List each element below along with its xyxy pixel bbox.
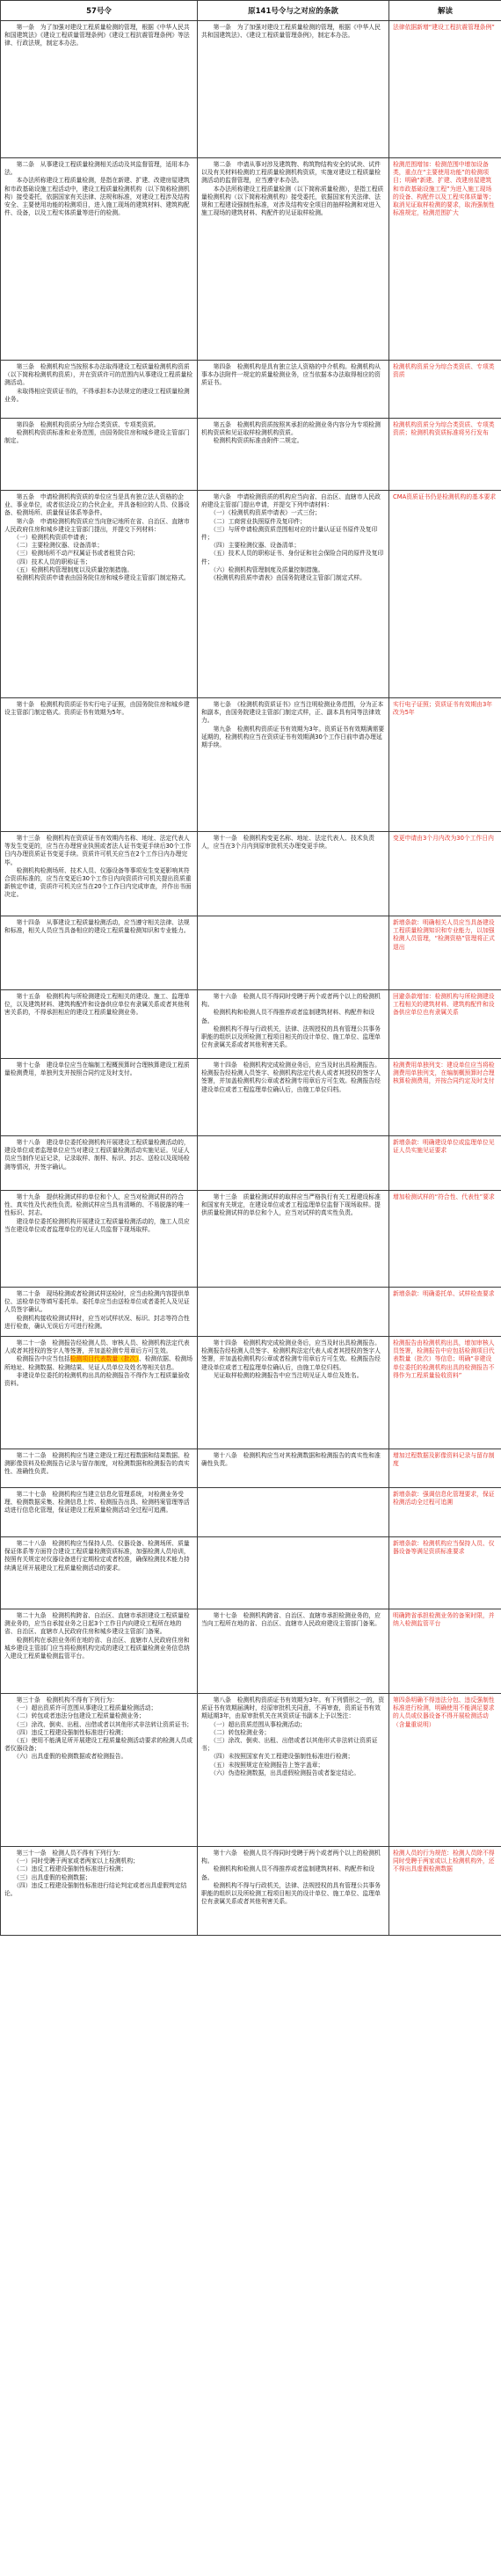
new-regulation-cell-text: 第三十一条 检测人员不得有下列行为： （一）同时受聘于两家或者两家以上检测机构； （二）违反工程建设强制性标准进行检测； （三）出具虚假的检测数据； （四）违反工程建设强制性标准进行结论判定或者出具虚假判定结论。 <box>4 1850 187 1898</box>
table-row <box>1 158 501 361</box>
old-regulation-cell-text: 第十七条 检测机构跨省、自治区、直辖市承担检测业务的，应当向工程所在地的省、自治区、直辖市人民政府建设主管部门备案。 <box>201 1612 381 1628</box>
table-row <box>1 1537 501 1609</box>
interpretation-cell <box>389 1059 501 1136</box>
table-row <box>1 21 501 158</box>
old-regulation-cell <box>198 1191 389 1288</box>
old-regulation-cell <box>198 1337 389 1449</box>
new-regulation-cell-text: 第二十一条 检测报告经检测人员、审核人员、检测机构法定代表人或者其授权的签字人等签署，并加盖检测专用章后方可生效。 检测报告中应当包括检测项目代表数量（批次）、检测依据、检测场所地址、检测数据、检测结果、见证人员单位及姓名等相关信息。 非建设单位委托的检测机构出具的检测报告不得作为工程质量验收资料。 <box>4 1339 193 1388</box>
interpretation-cell <box>389 158 501 361</box>
new-regulation-cell <box>1 21 198 158</box>
interpretation-cell-text: 法律依据新增“建设工程抗震管理条例” <box>393 24 495 31</box>
old-regulation-cell <box>198 1449 389 1488</box>
interpretation-cell-text: 增加过程数据及影像资料记录与留存制度 <box>393 1452 495 1468</box>
old-regulation-cell <box>198 1537 389 1609</box>
old-regulation-cell <box>198 21 389 158</box>
old-regulation-cell-text: 第十八条 检测机构应当对其检测数据和检测报告的真实性和准确性负责。 <box>201 1452 381 1468</box>
new-regulation-cell <box>1 491 198 698</box>
old-regulation-cell <box>198 1288 389 1337</box>
new-regulation-cell-text: 第十九条 提供检测试样的单位和个人，应当对检测试样的符合性、真实性及代表性负责。检测试样应当具有清晰的、不易脱落的唯一性标识、封志。 建设单位委托检测机构开展建设工程质量检测活动的，施工人员应当在建设单位或者监理单位的见证人员监督下现场取样。 <box>4 1193 190 1233</box>
old-regulation-cell <box>198 491 389 698</box>
old-regulation-cell-text: 第八条 检测机构资质证书有效期为3年。有下列情形之一的，资质证书有效期届满时，经原审批机关同意，不再审查，资质证书有效期延期3年，由原审批机关在其资质证书副本上予以签注： （一）超出资质范围从事检测活动； （二）转包检测业务； （三）涂改、倒卖、出租、出借或者以其他形式非法转让资质证书； （四）未按照国家有关工程建设强制性标准进行检测； （五）未按照规定在检测报告上签字盖章； （六）伪造检测数据，出具虚假检测报告或者鉴定结论。 <box>201 1697 385 1777</box>
table-row <box>1 1694 501 1847</box>
new-regulation-cell-text: 第二十七条 检测机构应当建立信息化管理系统，对检测业务受理、检测数据采集、检测信息上传、检测报告出具、检测档案管理等活动进行信息化管理，保证建设工程质量检测活动全过程可追溯。 <box>4 1491 190 1514</box>
interpretation-cell <box>389 990 501 1059</box>
interpretation-cell-text: 检测报告由检测机构出具，增加审核人员签署，检测报告中应包括检测项目代表数量（批次）等信息；明确“非建设单位委托的检测机构出具的检测报告不得作为工程质量验收资料” <box>393 1339 495 1379</box>
old-regulation-cell-text: 第四条 检测机构是具有独立法人资格的中介机构。检测机构从事本办法附件一规定的质量检测业务，应当依据本办法取得相应的资质证书。 <box>201 363 381 387</box>
header-interpretation: 解读 <box>389 1 501 21</box>
new-regulation-cell <box>1 158 198 361</box>
old-regulation-cell-text: 第十六条 检测人员不得同时受聘于两个或者两个以上的检测机构。 检测机构和检测人员不得推荐或者监制建筑材料、构配件和设备。 检测机构不得与行政机关，法律、法规授权的具有管理公共事务职能的组织以及所检测工程项目相关的设计单位、施工单位、监理单位有隶属关系或者其他利害关系。 <box>201 1850 381 1906</box>
interpretation-cell-text: 增加检测试样的“符合性、代表性”要求 <box>393 1193 495 1200</box>
interpretation-cell-text: 检测机构资质分为综合类资质、专项类资质；检测机构资质标准将另行发布 <box>393 421 495 437</box>
table-row <box>1 698 501 832</box>
table-row <box>1 1609 501 1694</box>
table-row <box>1 1059 501 1136</box>
new-regulation-cell <box>1 990 198 1059</box>
new-regulation-cell-text: 第五条 申请检测机构资质的单位应当是具有独立法人资格的企业、事业单位，或者依法设立的合伙企业，并具备相应的人员、仪器设备、检测场所、质量保证体系等条件。 第六条 申请检测机构资质应当向登记地所在省、自治区、直辖市人民政府住房和城乡建设主管部门提出，并提交下列材料： （一）检测机构资质申请表； （二）主要检测仪器、设备清单； （三）检测场所不动产权属证书或者租赁合同； （四）技术人员的职称证书； （五）检测机构管理制度以及质量控制措施。 检测机构资质申请表由国务院住房和城乡建设主管部门制定格式。 <box>4 493 190 582</box>
interpretation-cell-text: 明确跨省承担检测业务的备案时限，并纳入检测监管平台 <box>393 1612 495 1628</box>
interpretation-cell-text: 变更申请由3个月内改为30个工作日内 <box>393 835 494 842</box>
new-regulation-cell-text: 第十五条 检测机构与所检测建设工程相关的建设、施工、监理单位，以及建筑材料、建筑构配件和设备供应单位有隶属关系或者其他利害关系的，不得承担相应的建设工程质量检测业务。 <box>4 993 190 1017</box>
new-regulation-cell-text: 第十七条 建设单位应当在编制工程概预算时合理核算建设工程质量检测费用，单独列支并按照合同约定及时支付。 <box>4 1062 190 1077</box>
new-regulation-cell <box>1 1136 198 1191</box>
old-regulation-cell <box>198 1694 389 1847</box>
new-regulation-cell <box>1 1337 198 1449</box>
new-regulation-cell-text: 第二条 从事建设工程质量检测相关活动及其监督管理，适用本办法。 本办法所称建设工程质量检测，是指在新建、扩建、改建房屋建筑和市政基础设施工程活动中，建设工程质量检测机构（以下简称检测机构）接受委托，依据国家有关法律、法规和标准，对建设工程涉及结构安全、主要使用功能的检测项目，进入施工现场的建筑材料、建筑构配件、设备，以及工程实体质量等进行的检测。 <box>4 161 190 217</box>
old-regulation-cell <box>198 916 389 990</box>
new-regulation-cell <box>1 1488 198 1537</box>
old-regulation-cell-text: 第十一条 检测机构变更名称、地址、法定代表人、技术负责人，应当在3个月内到原审批机关办理变更手续。 <box>201 835 375 850</box>
interpretation-cell <box>389 1847 501 1936</box>
table-row <box>1 1337 501 1449</box>
new-regulation-cell <box>1 916 198 990</box>
header-old-regulation: 原141号令与之对应的条款 <box>198 1 389 21</box>
new-regulation-cell <box>1 419 198 491</box>
table-row <box>1 1449 501 1488</box>
old-regulation-cell <box>198 990 389 1059</box>
old-regulation-cell <box>198 1059 389 1136</box>
table-row <box>1 1191 501 1288</box>
table-row <box>1 1488 501 1537</box>
interpretation-cell-text: 检测机构资质分为综合类资质、专项类资质 <box>393 363 495 379</box>
interpretation-cell-text: 回避条款增加：检测机构与所检测建设工程相关的建筑材料、建筑构配件和设备供应单位也有隶属关系 <box>393 993 495 1017</box>
table-row <box>1 832 501 916</box>
old-regulation-cell <box>198 158 389 361</box>
old-regulation-cell-text: 第一条 为了加强对建设工程质量检测的管理，根据《中华人民共和国建筑法》、《建设工程质量管理条例》，制定本办法。 <box>201 24 381 40</box>
old-regulation-cell-text: 第十六条 检测人员不得同时受聘于两个或者两个以上的检测机构。 检测机构和检测人员不得推荐或者监制建筑材料、构配件和设备。 检测机构不得与行政机关，法律、法规授权的具有管理公共事务职能的组织以及所检测工程项目相关的设计单位、施工单位、监理单位有隶属关系或者其他利害关系。 <box>201 993 381 1049</box>
table-row <box>1 916 501 990</box>
old-regulation-cell <box>198 361 389 419</box>
new-regulation-cell-text: 第二十九条 检测机构跨省、自治区、直辖市承担建设工程质量检测业务的，应当自承接业务之日起3个工作日内向建设工程所在地的省、自治区、直辖市人民政府住房和城乡建设主管部门备案。 检测机构在承担业务所在地的省、自治区、直辖市人民政府住房和城乡建设主管部门应当将检测机构完成的建设工程质量检测业务信息纳入建设工程质量检测监管平台。 <box>4 1612 190 1660</box>
table-row <box>1 1288 501 1337</box>
new-regulation-cell-text: 第十条 检测机构资质证书实行电子证照，由国务院住房和城乡建设主管部门制定格式。资质证书有效期为5年。 <box>4 701 190 717</box>
old-regulation-cell <box>198 698 389 832</box>
interpretation-cell <box>389 698 501 832</box>
table-row <box>1 1847 501 1936</box>
old-regulation-cell-text: 第五条 检测机构资质按照其承担的检测业务内容分为专项检测机构资质和见证取样检测机构资质。 检测机构资质标准由附件二规定。 <box>201 421 381 445</box>
new-regulation-cell-text: 第十三条 检测机构在资质证书有效期内名称、地址、法定代表人等发生变更的，应当在办理营业执照或者法人证书变更手续后30个工作日内办理资质证书变更手续。资质许可机关应当在2个工作日内办理完毕。 检测机构检测场所、技术人员、仪器设备等事项发生变更影响其符合资质标准的，应当在变更后30个工作日内向资质许可机关提出资质重新核定申请，资质许可机关应当在20个工作日内完成审查，并作出书面决定。 <box>4 835 192 899</box>
new-regulation-cell-text: 第二十八条 检测机构应当保持人员、仪器设备、检测场所、质量保证体系等方面符合建设工程质量检测资质标准，加强检测人员培训，按照有关规定对仪器设备进行定期检定或者校准，确保检测技术能力持续满足所开展建设工程质量检测活动的要求。 <box>4 1540 190 1572</box>
new-regulation-cell-text: 第一条 为了加强对建设工程质量检测的管理，根据《中华人民共和国建筑法》《建设工程质量管理条例》《建设工程抗震管理条例》等法律、行政法规，制定本办法。 <box>4 24 190 47</box>
new-regulation-cell <box>1 1847 198 1936</box>
table-row <box>1 491 501 698</box>
interpretation-cell <box>389 419 501 491</box>
interpretation-cell <box>389 491 501 698</box>
new-regulation-cell <box>1 698 198 832</box>
interpretation-cell-text: 第四条明确不得违法分包、违反强制性标准进行检测，明确使用不能满足要求的人员或仪器设备不得开展检测活动（含量重说明） <box>393 1697 495 1728</box>
new-regulation-cell-text: 第三十条 检测机构不得有下列行为： （一）超出资质许可范围从事建设工程质量检测活动； （二）转包或者违法分包建设工程质量检测业务； （三）涂改、倒卖、出租、出借或者以其他形式非法转让资质证书； （四）违反工程建设强制性标准进行检测； （五）使用不能满足所开展建设工程质量检测活动要求的检测人员或者仪器设备； （六）出具虚假的检测数据或者检测报告。 <box>4 1697 193 1761</box>
table-body <box>1 21 501 1936</box>
interpretation-cell <box>389 1609 501 1694</box>
old-regulation-cell-text: 第十四条 检测机构完成检测业务后，应当及时出具检测报告。检测报告经检测人员签字、检测机构法定代表人或者其授权的签字人签署，并加盖检测机构公章或者检测专用章后方可生效。检测报告经建设单位或者工程监理单位确认后，由施工单位归档。 <box>201 1062 381 1093</box>
new-regulation-cell-text: 第十八条 建设单位委托检测机构开展建设工程质量检测活动的，建设单位或者监理单位应当对建设工程质量检测活动实施见证。见证人员应当制作见证记录，记录取样、制样、标识、封志、送检以及现场检测等情况，并签字确认。 <box>4 1139 190 1171</box>
old-regulation-cell <box>198 1136 389 1191</box>
table-header-row <box>1 1 501 21</box>
interpretation-cell <box>389 1488 501 1537</box>
new-regulation-cell <box>1 1288 198 1337</box>
interpretation-cell <box>389 1449 501 1488</box>
interpretation-cell-text: 新增条款：检测机构应当保持人员、仪器设备等满足资质标准要求 <box>393 1540 495 1556</box>
old-regulation-cell <box>198 1488 389 1537</box>
interpretation-cell <box>389 832 501 916</box>
old-regulation-cell <box>198 1847 389 1936</box>
new-regulation-cell-text: 第二十二条 检测机构应当建立建设工程过程数据和结果数据、检测影像资料及检测报告记录与留存制度，对检测数据和检测报告的真实性、准确性负责。 <box>4 1452 190 1476</box>
interpretation-cell <box>389 1136 501 1191</box>
new-regulation-cell <box>1 832 198 916</box>
interpretation-cell <box>389 1288 501 1337</box>
interpretation-cell <box>389 21 501 158</box>
old-regulation-cell <box>198 1609 389 1694</box>
table-row <box>1 990 501 1059</box>
table-row <box>1 1136 501 1191</box>
header-new-regulation: 57号令 <box>1 1 198 21</box>
table-row <box>1 361 501 419</box>
interpretation-cell <box>389 1337 501 1449</box>
old-regulation-cell-text: 第十三条 质量检测试样的取样应当严格执行有关工程建设标准和国家有关规定，在建设单位或者工程监理单位监督下现场取样。提供质量检测试样的单位和个人，应当对试样的真实性负责。 <box>201 1193 381 1217</box>
new-regulation-cell-text: 第四条 检测机构资质分为综合类资质、专项类资质。 检测机构资质标准和业务范围，由国务院住房和城乡建设主管部门制定。 <box>4 421 190 445</box>
new-regulation-cell-text: 第三条 检测机构应当按照本办法取得建设工程质量检测机构资质（以下简称检测机构资质），并在资质许可的范围内从事建设工程质量检测活动。 未取得相应资质证书的，不得承担本办法规定的建设工程质量检测业务。 <box>4 363 193 403</box>
new-regulation-cell <box>1 1609 198 1694</box>
old-regulation-cell-text: 第七条 《检测机构资质证书》应当注明检测业务范围，分为正本和副本，由国务院建设主管部门制定式样，正、副本具有同等法律效力。 第九条 检测机构资质证书有效期为3年。资质证书有效期满需要延期的，检测机构应当在资质证书有效期满30个工作日前申请办理延期手续。 <box>201 701 385 749</box>
old-regulation-cell-text: 第二条 申请从事对涉及建筑物、构筑物结构安全的试块、试件以及有关材料检测的工程质量检测机构资质，实施对建设工程质量检测活动的监督管理，应当遵守本办法。 本办法所称建设工程质量检测（以下简称质量检测），是指工程质量检测机构（以下简称检测机构）接受委托，依据国家有关法律、法规和工程建设强制性标准，对涉及结构安全项目的抽样检测和对进入施工现场的建筑材料、构配件的见证取样检测。 <box>201 161 384 217</box>
new-regulation-cell <box>1 1191 198 1288</box>
interpretation-cell <box>389 916 501 990</box>
interpretation-cell <box>389 1537 501 1609</box>
interpretation-cell <box>389 1191 501 1288</box>
new-regulation-cell <box>1 1694 198 1847</box>
new-regulation-cell-text: 第二十条 现场检测或者检测试样送检时，应当由检测内容提供单位、送检单位等填写委托单。委托单应当由送检单位或者委托人及见证人员签字确认。 检测机构接收检测试样时，应当对试样状况、标识、封志等符合性进行检查，确认无误后方可进行检测。 <box>4 1290 190 1330</box>
interpretation-cell-text: 新增条款：明确建设单位或监理单位见证人员实施见证要求 <box>393 1139 495 1155</box>
old-regulation-cell-text: 第十四条 检测机构完成检测业务后，应当及时出具检测报告。检测报告经检测人员签字、检测机构法定代表人或者其授权的签字人签署，并加盖检测机构公章或者检测专用章后方可生效。检测报告经建设单位或者工程监理单位确认后，由施工单位归档。 见证取样检测的检测报告中应当注明见证人单位及姓名。 <box>201 1339 381 1379</box>
new-regulation-cell-text: 第十四条 从事建设工程质量检测活动，应当遵守相关法律、法规和标准，相关人员应当具备相应的建设工程质量检测知识和专业能力。 <box>4 919 190 935</box>
interpretation-cell-text: CMA资质证书仍是检测机构的基本要求 <box>393 493 497 500</box>
interpretation-cell-text: 新增条款：明确相关人员应当具备建设工程质量检测知识和专业能力，以加强检测人员管理，“检测资格”管理将正式退出 <box>393 919 495 951</box>
interpretation-cell <box>389 1694 501 1847</box>
table-row <box>1 419 501 491</box>
interpretation-cell-text: 检测人员的行为规范：检测人员除不得同时受聘于两家或以上检测机构外，还不得出具虚假检测数据 <box>393 1850 495 1873</box>
interpretation-cell-text: 实行电子证照；资质证书有效期由3年改为5年 <box>393 701 493 717</box>
new-regulation-cell <box>1 1449 198 1488</box>
interpretation-cell-text: 检测范围增加：检测范围中增加设备类，重点在“主要使用功能”的检测项目；明确“新建、扩建、改建房屋建筑和市政基础设施工程”为进入施工现场的设备、构配件以及工程实体质量等；取消见证取样检测的要求，取消强制性标准规定，检测范围扩大 <box>393 161 495 217</box>
interpretation-cell <box>389 361 501 419</box>
old-regulation-cell-text: 第六条 申请检测资质的机构应当向省、自治区、直辖市人民政府建设主管部门提出申请，并提交下列申请材料： （一）《检测机构资质申请表》一式三份； （二）工商营业执照原件及复印件； （三）与所申请检测资质范围相对应的计量认证证书原件及复印件； （四）主要检测仪器、设备清单； （五）技术人员的职称证书、身份证和社会保险合同的原件及复印件； （六）检测机构管理制度及质量控制措施。 《检测机构资质申请表》由国务院建设主管部门制定式样。 <box>201 493 384 582</box>
new-regulation-cell <box>1 1059 198 1136</box>
old-regulation-cell <box>198 832 389 916</box>
interpretation-cell-text: 新增条款：强调信息化管理要求，保证检测活动全过程可追溯 <box>393 1491 495 1507</box>
highlighted-text: 检测项目代表数量（批次） <box>69 1355 139 1363</box>
interpretation-cell-text: 检测费用单独列支：建设单位应当将检测费用单独列支，在编制概预算时合理核算检测费用，并按合同约定及时支付 <box>393 1062 495 1085</box>
new-regulation-cell <box>1 361 198 419</box>
interpretation-cell-text: 新增条款：明确委托单、试样检查要求 <box>393 1290 495 1297</box>
old-regulation-cell <box>198 419 389 491</box>
new-regulation-cell <box>1 1537 198 1609</box>
